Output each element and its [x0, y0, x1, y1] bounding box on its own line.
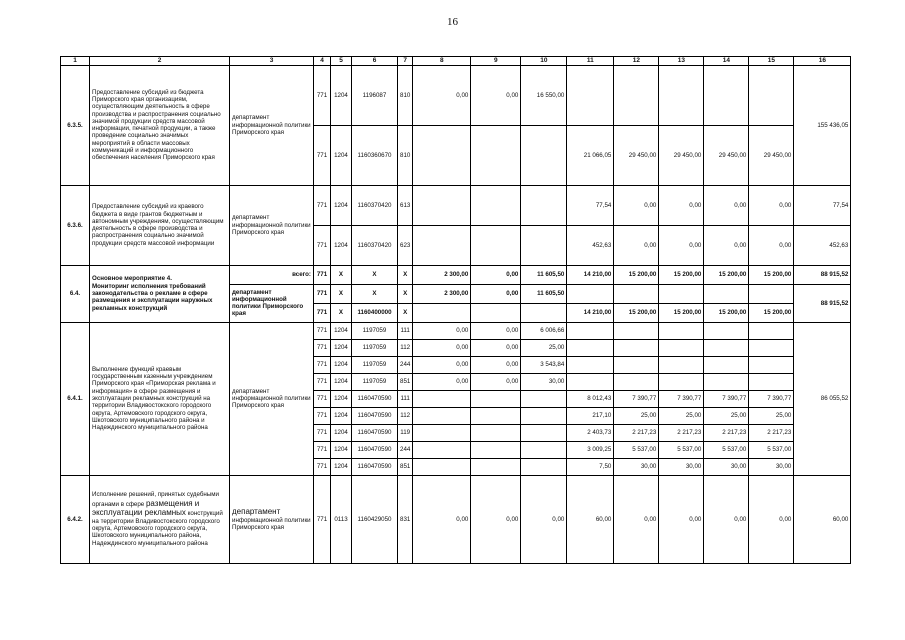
- cell: [521, 225, 567, 265]
- cell: [704, 373, 749, 390]
- activity-name: Выполнение функций краевым государственным казенным учреждением Приморского края «Приморская реклама и информация» в сфере размещения и эксплуатации рекламных конструкций на территории Владивостокского городского округа, Артемовского городского округа, Шкотовского муниципального района и Надеждинского муниципального района: [90, 322, 230, 475]
- cell: 88 915,52: [794, 265, 851, 284]
- cell: 771: [314, 458, 331, 475]
- cell: 771: [314, 185, 331, 225]
- cell: 0,00: [471, 339, 521, 356]
- cell: 0,00: [749, 225, 794, 265]
- header-cell: 16: [794, 57, 851, 66]
- cell: 0,00: [521, 475, 567, 563]
- department-large: департамент: [232, 507, 281, 517]
- cell: 0,00: [659, 185, 704, 225]
- cell: 0,00: [704, 475, 749, 563]
- cell: 0,00: [413, 322, 471, 339]
- cell: [749, 373, 794, 390]
- cell: 5 537,00: [614, 441, 659, 458]
- cell: 2 217,23: [659, 424, 704, 441]
- cell: X: [331, 303, 352, 322]
- table-row: [61, 475, 851, 563]
- cell: 1204: [331, 185, 352, 225]
- cell: [567, 373, 614, 390]
- header-cell: 1: [61, 57, 90, 66]
- cell: 119: [398, 424, 413, 441]
- cell: [413, 303, 471, 322]
- cell: [521, 125, 567, 185]
- cell: 5 537,00: [704, 441, 749, 458]
- cell: 3 009,25: [567, 441, 614, 458]
- cell: 15 200,00: [659, 265, 704, 284]
- cell: [749, 356, 794, 373]
- cell: 810: [398, 125, 413, 185]
- cell: [471, 458, 521, 475]
- cell: X: [352, 284, 398, 303]
- cell: 0,00: [704, 225, 749, 265]
- cell: [471, 424, 521, 441]
- cell: 771: [314, 373, 331, 390]
- cell: 1196087: [352, 65, 398, 125]
- cell: 1160470590: [352, 458, 398, 475]
- cell: [413, 125, 471, 185]
- cell: 771: [314, 356, 331, 373]
- total-cell: 86 055,52: [794, 322, 851, 475]
- cell: 771: [314, 225, 331, 265]
- header-cell: 8: [413, 57, 471, 66]
- cell: [567, 356, 614, 373]
- cell: 111: [398, 390, 413, 407]
- cell: 771: [314, 265, 331, 284]
- page-number: 16: [447, 16, 458, 28]
- header-cell: 2: [90, 57, 230, 66]
- cell: 0,00: [471, 65, 521, 125]
- cell: 452,63: [794, 225, 851, 265]
- cell: 771: [314, 339, 331, 356]
- cell: 1204: [331, 339, 352, 356]
- cell: 25,00: [704, 407, 749, 424]
- cell: 15 200,00: [659, 303, 704, 322]
- cell: 0,00: [471, 322, 521, 339]
- cell: [567, 65, 614, 125]
- activity-name: Предоставление субсидий из краевого бюджета в виде грантов бюджетным и автономным учреждениям, осуществляющим деятельность в сфере производства и распространения социально значимой продукции средств массовой информации: [90, 185, 230, 265]
- cell: 0,00: [749, 475, 794, 563]
- cell: [704, 322, 749, 339]
- cell: 11 605,50: [521, 284, 567, 303]
- cell: [614, 373, 659, 390]
- cell: [413, 185, 471, 225]
- cell: 30,00: [521, 373, 567, 390]
- cell: [614, 65, 659, 125]
- cell: X: [398, 284, 413, 303]
- activity-name: [90, 475, 230, 563]
- cell: [659, 284, 704, 303]
- cell: 30,00: [659, 458, 704, 475]
- cell: 0,00: [413, 373, 471, 390]
- cell: 25,00: [749, 407, 794, 424]
- activity-name: Предоставление субсидий из бюджета Приморского края организациям, осуществляющим деятельность в сфере производства и распространения социально значимой продукции средств массовой информации, печатной продукции, а также проведение социально значимых мероприятий в области массовых коммуникаций и информационного обеспечения населения Приморского края: [90, 65, 230, 185]
- header-cell: 10: [521, 57, 567, 66]
- header-row: [61, 57, 851, 66]
- cell: [521, 185, 567, 225]
- cell: 1204: [331, 407, 352, 424]
- cell: [471, 125, 521, 185]
- cell: 771: [314, 441, 331, 458]
- cell: 1160400000: [352, 303, 398, 322]
- cell: 0,00: [471, 475, 521, 563]
- cell: 1204: [331, 225, 352, 265]
- department: [230, 475, 314, 563]
- cell: 831: [398, 475, 413, 563]
- cell: [413, 225, 471, 265]
- cell: 15 200,00: [704, 303, 749, 322]
- cell: 60,00: [567, 475, 614, 563]
- header-cell: 13: [659, 57, 704, 66]
- budget-table: [60, 56, 851, 564]
- cell: 25,00: [659, 407, 704, 424]
- cell: 0,00: [614, 225, 659, 265]
- cell: [521, 441, 567, 458]
- activity-name-title: Основное мероприятие 4.: [92, 275, 172, 283]
- header-cell: 9: [471, 57, 521, 66]
- cell: 11 605,50: [521, 265, 567, 284]
- row-number: 6.3.5.: [61, 65, 90, 185]
- cell: 1204: [331, 125, 352, 185]
- cell: 771: [314, 407, 331, 424]
- cell: 8 012,43: [567, 390, 614, 407]
- activity-name: [90, 265, 230, 322]
- cell: [471, 185, 521, 225]
- cell: [413, 424, 471, 441]
- cell: 14 210,00: [567, 303, 614, 322]
- cell: [567, 322, 614, 339]
- cell: 77,54: [794, 185, 851, 225]
- cell: 3 543,84: [521, 356, 567, 373]
- cell: [659, 65, 704, 125]
- table-row: [61, 185, 851, 225]
- cell: 15 200,00: [749, 265, 794, 284]
- row-number: 6.4.1.: [61, 322, 90, 475]
- cell: 14 210,00: [567, 265, 614, 284]
- total-cell: 88 915,52: [794, 284, 851, 322]
- cell: [521, 390, 567, 407]
- cell: [471, 407, 521, 424]
- header-cell: 11: [567, 57, 614, 66]
- cell: 29 450,00: [659, 125, 704, 185]
- cell: [659, 356, 704, 373]
- cell: 30,00: [704, 458, 749, 475]
- cell: 0,00: [413, 339, 471, 356]
- cell: 1197059: [352, 322, 398, 339]
- cell: 771: [314, 65, 331, 125]
- cell: 851: [398, 373, 413, 390]
- cell: [413, 390, 471, 407]
- cell: [471, 225, 521, 265]
- cell: 1204: [331, 458, 352, 475]
- department: департамент информационной политики Приморского края: [230, 322, 314, 475]
- cell: [704, 339, 749, 356]
- cell: 1160470590: [352, 407, 398, 424]
- cell: 1204: [331, 390, 352, 407]
- cell: [704, 356, 749, 373]
- cell: 6 006,66: [521, 322, 567, 339]
- activity-name-body: Мониторинг исполнения требований законодательства о рекламе в сфере размещения и эксплуатации наружных рекламных конструкций: [92, 282, 213, 312]
- cell: 77,54: [567, 185, 614, 225]
- cell: [567, 284, 614, 303]
- cell: [413, 458, 471, 475]
- cell: [521, 424, 567, 441]
- cell: X: [352, 265, 398, 284]
- cell: 1160429050: [352, 475, 398, 563]
- cell: 30,00: [749, 458, 794, 475]
- cell: 0,00: [471, 356, 521, 373]
- cell: [659, 373, 704, 390]
- cell: 0,00: [471, 265, 521, 284]
- cell: 771: [314, 125, 331, 185]
- cell: 851: [398, 458, 413, 475]
- cell: 1204: [331, 322, 352, 339]
- cell: 16 550,00: [521, 65, 567, 125]
- cell: 15 200,00: [614, 265, 659, 284]
- cell: 1160470590: [352, 390, 398, 407]
- cell: 29 450,00: [614, 125, 659, 185]
- cell: 0,00: [614, 475, 659, 563]
- header-cell: 15: [749, 57, 794, 66]
- cell: [614, 339, 659, 356]
- cell: 1160370420: [352, 185, 398, 225]
- cell: 771: [314, 322, 331, 339]
- cell: 623: [398, 225, 413, 265]
- activity-name-part: Исполнение решений, принятых судебными органами в сфере: [92, 491, 219, 508]
- cell: [521, 407, 567, 424]
- cell: [413, 407, 471, 424]
- cell: 244: [398, 441, 413, 458]
- cell: 1160470590: [352, 441, 398, 458]
- header-cell: 3: [230, 57, 314, 66]
- cell: 0,00: [704, 185, 749, 225]
- cell: [471, 390, 521, 407]
- cell: 1204: [331, 65, 352, 125]
- cell: 60,00: [794, 475, 851, 563]
- cell: [471, 441, 521, 458]
- cell: 771: [314, 475, 331, 563]
- cell: X: [398, 303, 413, 322]
- cell: [413, 441, 471, 458]
- cell: 15 200,00: [704, 265, 749, 284]
- cell: 771: [314, 303, 331, 322]
- cell: 29 450,00: [749, 125, 794, 185]
- cell: 7,50: [567, 458, 614, 475]
- total-cell: 155 436,05: [794, 65, 851, 185]
- total-label: всего:: [230, 265, 314, 284]
- cell: [749, 322, 794, 339]
- cell: 1197059: [352, 373, 398, 390]
- cell: [521, 303, 567, 322]
- row-number: 6.4.2.: [61, 475, 90, 563]
- cell: 112: [398, 339, 413, 356]
- header-cell: 7: [398, 57, 413, 66]
- cell: 244: [398, 356, 413, 373]
- cell: 0,00: [614, 185, 659, 225]
- cell: 25,00: [521, 339, 567, 356]
- cell: 7 390,77: [614, 390, 659, 407]
- cell: 1204: [331, 424, 352, 441]
- header-cell: 5: [331, 57, 352, 66]
- cell: 21 066,05: [567, 125, 614, 185]
- department: департамент информационной политики Приморского края: [230, 185, 314, 265]
- header-cell: 12: [614, 57, 659, 66]
- cell: [659, 339, 704, 356]
- cell: 2 300,00: [413, 265, 471, 284]
- row-number: 6.3.6.: [61, 185, 90, 265]
- cell: X: [331, 265, 352, 284]
- cell: 1160370420: [352, 225, 398, 265]
- cell: 5 537,00: [749, 441, 794, 458]
- cell: 1204: [331, 356, 352, 373]
- cell: [749, 65, 794, 125]
- cell: X: [331, 284, 352, 303]
- cell: [614, 284, 659, 303]
- department: департамент информационной политики Приморского края: [230, 65, 314, 185]
- cell: 0113: [331, 475, 352, 563]
- cell: [659, 322, 704, 339]
- cell: 7 390,77: [704, 390, 749, 407]
- cell: 7 390,77: [659, 390, 704, 407]
- cell: 112: [398, 407, 413, 424]
- cell: 15 200,00: [614, 303, 659, 322]
- cell: 1160360670: [352, 125, 398, 185]
- department: департамент информационной политики Приморского края: [230, 284, 314, 322]
- cell: 0,00: [413, 65, 471, 125]
- cell: [521, 458, 567, 475]
- cell: 15 200,00: [749, 303, 794, 322]
- table-row: [61, 265, 851, 284]
- cell: [614, 356, 659, 373]
- cell: 2 217,23: [749, 424, 794, 441]
- table-row: [61, 322, 851, 339]
- header-cell: 14: [704, 57, 749, 66]
- cell: 771: [314, 390, 331, 407]
- cell: [471, 303, 521, 322]
- header-cell: 4: [314, 57, 331, 66]
- header-cell: 6: [352, 57, 398, 66]
- cell: [704, 284, 749, 303]
- cell: [749, 339, 794, 356]
- department-rest: информационной политики Приморского края: [232, 516, 311, 531]
- cell: 7 390,77: [749, 390, 794, 407]
- cell: 0,00: [413, 356, 471, 373]
- table-row: [61, 65, 851, 125]
- cell: X: [398, 265, 413, 284]
- cell: [704, 65, 749, 125]
- cell: 0,00: [659, 225, 704, 265]
- cell: 1204: [331, 373, 352, 390]
- cell: 1197059: [352, 356, 398, 373]
- cell: 25,00: [614, 407, 659, 424]
- row-number: 6.4.: [61, 265, 90, 322]
- cell: 2 217,23: [704, 424, 749, 441]
- cell: 771: [314, 284, 331, 303]
- cell: 1160470590: [352, 424, 398, 441]
- cell: 0,00: [413, 475, 471, 563]
- cell: [567, 339, 614, 356]
- cell: 2 403,73: [567, 424, 614, 441]
- cell: 0,00: [471, 284, 521, 303]
- cell: 2 300,00: [413, 284, 471, 303]
- cell: 29 450,00: [704, 125, 749, 185]
- cell: [614, 322, 659, 339]
- cell: 810: [398, 65, 413, 125]
- cell: 111: [398, 322, 413, 339]
- activity-name-part: конструкций на территории Владивостокского городского округа, Артемовского городского округа, Шкотовского муниципального района, Надеждинского муниципального района: [92, 510, 223, 547]
- cell: 2 217,23: [614, 424, 659, 441]
- cell: 5 537,00: [659, 441, 704, 458]
- cell: 1197059: [352, 339, 398, 356]
- cell: 0,00: [471, 373, 521, 390]
- activity-name-large: размещения и эксплуатации рекламных: [92, 498, 200, 518]
- cell: [749, 284, 794, 303]
- cell: 452,63: [567, 225, 614, 265]
- cell: 0,00: [659, 475, 704, 563]
- cell: 0,00: [749, 185, 794, 225]
- cell: 613: [398, 185, 413, 225]
- cell: 30,00: [614, 458, 659, 475]
- cell: 1204: [331, 441, 352, 458]
- cell: 217,10: [567, 407, 614, 424]
- cell: 771: [314, 424, 331, 441]
